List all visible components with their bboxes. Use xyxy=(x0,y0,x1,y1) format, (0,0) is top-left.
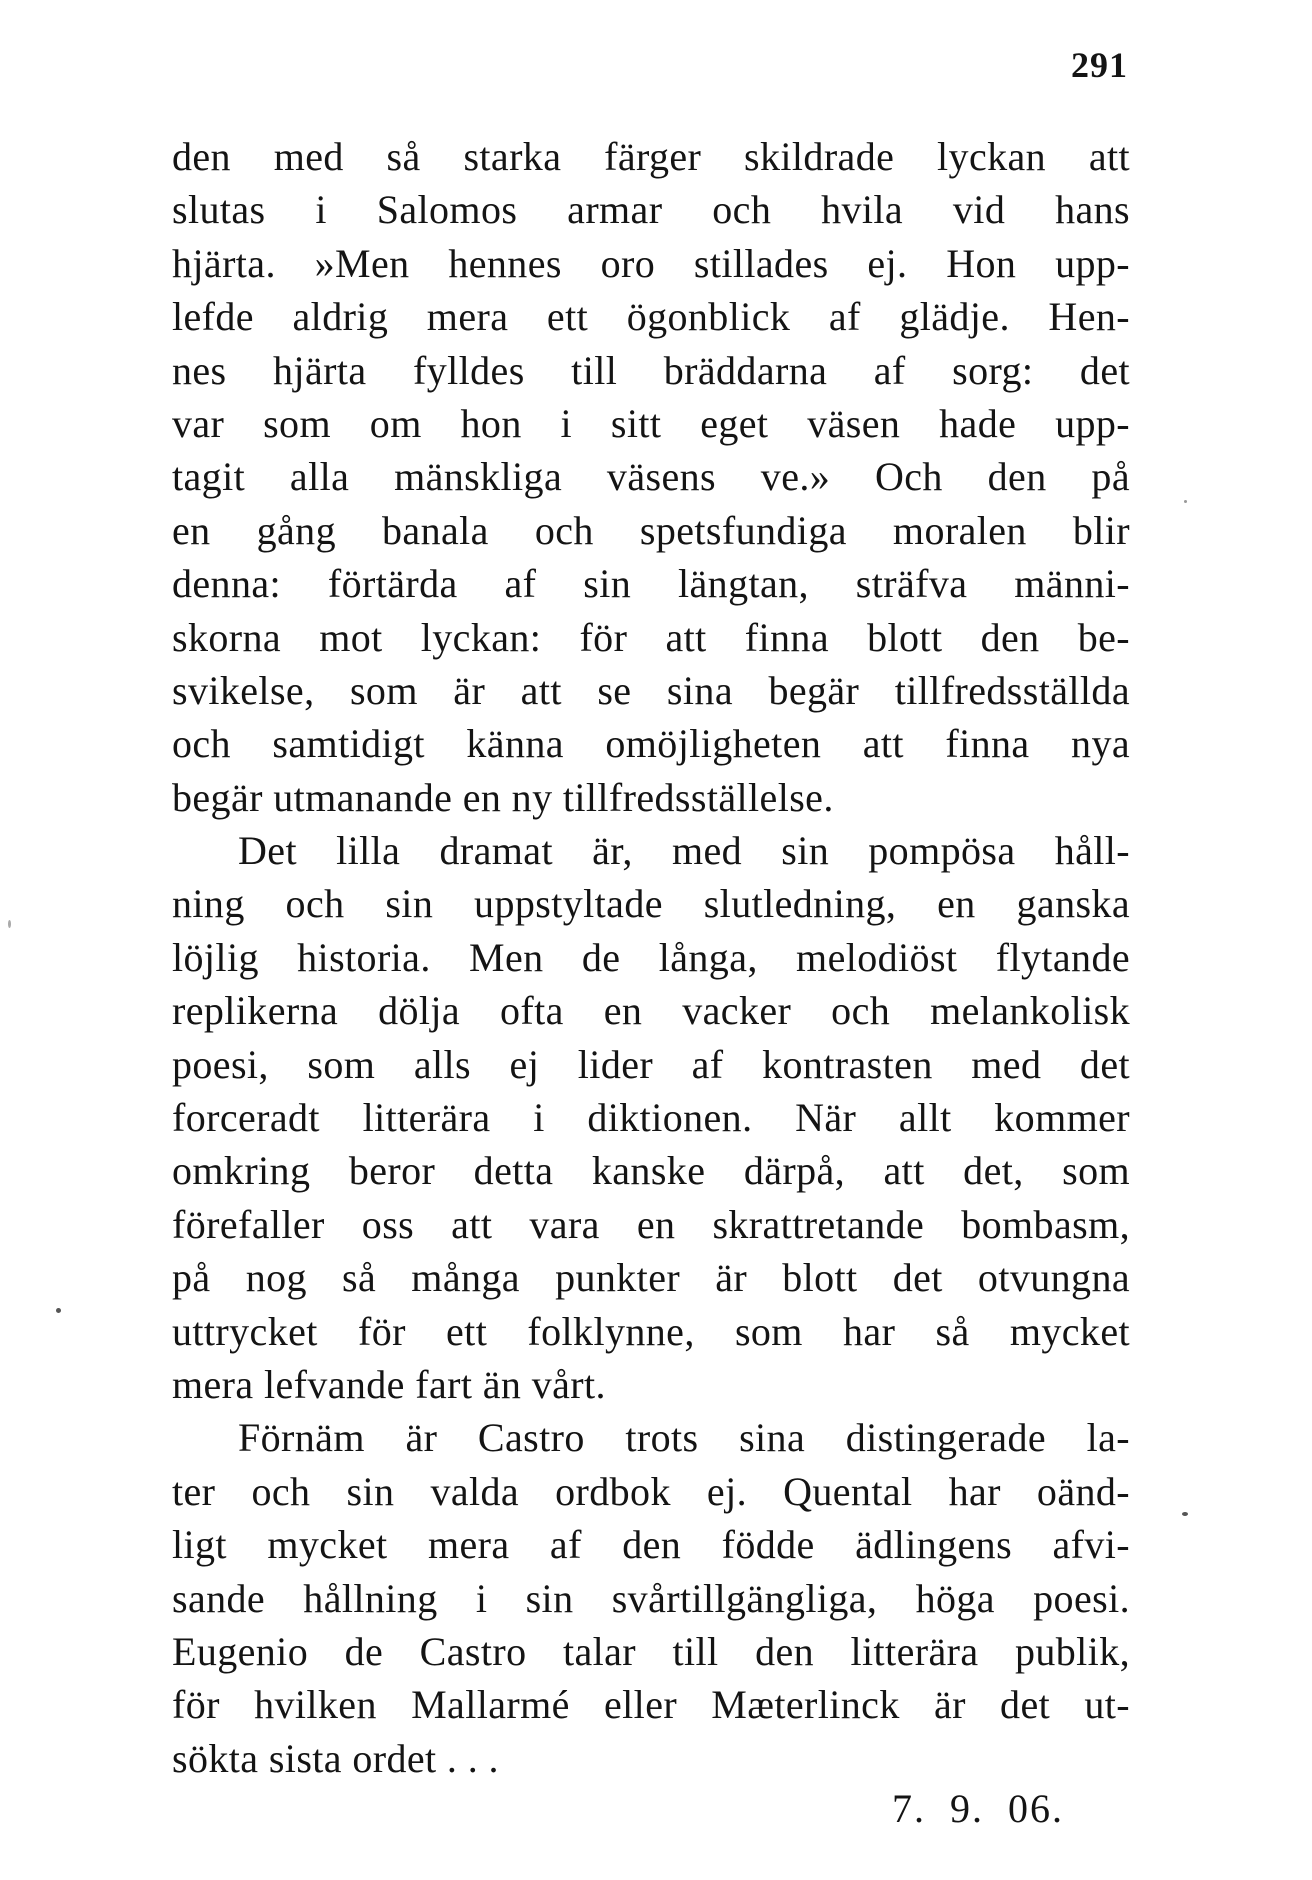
page-number: 291 xyxy=(1071,45,1128,85)
paragraph xyxy=(172,130,1130,824)
text-line: för hvilken Mallarmé eller Mæterlinck är det ut- xyxy=(172,1682,1130,1728)
text-line: slutas i Salomos armar och hvila vid hans xyxy=(172,187,1130,233)
text-line: och samtidigt känna omöjligheten att finna nya xyxy=(172,721,1130,767)
text-line: ligt mycket mera af den födde ädlingens afvi- xyxy=(172,1522,1130,1568)
text-line: tagit alla mänskliga väsens ve.» Och den på xyxy=(172,454,1130,500)
text-line: var som om hon i sitt eget väsen hade upp- xyxy=(172,400,1130,446)
paragraph xyxy=(172,1411,1130,1785)
scan-speck xyxy=(56,1308,61,1313)
text-line: nes hjärta fylldes till bräddarna af sorg: det xyxy=(172,347,1130,393)
text-line: lefde aldrig mera ett ögonblick af glädje. Hen- xyxy=(172,294,1130,340)
text-line: sande hållning i sin svårtillgängliga, höga poesi. xyxy=(172,1575,1130,1621)
text-line: ning och sin uppstyltade slutledning, en ganska xyxy=(172,881,1130,927)
paragraph xyxy=(172,824,1130,1411)
text-line: löjlig historia. Men de långa, melodiöst flytande xyxy=(172,934,1130,980)
text-line: en gång banala och spetsfundiga moralen blir xyxy=(172,507,1130,553)
text-line: Eugenio de Castro talar till den litterära publik, xyxy=(172,1628,1130,1674)
text-line: på nog så många punkter är blott det otvungna xyxy=(172,1255,1130,1301)
text-line: uttrycket för ett folklynne, som har så mycket xyxy=(172,1308,1130,1354)
text-line: svikelse, som är att se sina begär tillfredsställda xyxy=(172,667,1130,713)
text-line: replikerna dölja ofta en vacker och melankolisk xyxy=(172,988,1130,1034)
text-line: begär utmanande en ny tillfredsställelse. xyxy=(172,774,834,820)
text-line: förefaller oss att vara en skrattretande bombasm, xyxy=(172,1201,1130,1247)
text-line: den med så starka färger skildrade lyckan att xyxy=(172,134,1130,179)
scan-speck xyxy=(8,920,11,928)
text-line: sökta sista ordet . . . xyxy=(172,1735,499,1781)
text-line: denna: förtärda af sin längtan, sträfva männi- xyxy=(172,561,1130,607)
body-text xyxy=(172,130,1130,1785)
text-line: ter och sin valda ordbok ej. Quental har oänd- xyxy=(172,1468,1130,1514)
text-line: skorna mot lyckan: för att finna blott den be- xyxy=(172,614,1130,660)
scan-speck xyxy=(1184,500,1187,503)
text-line: Förnäm är Castro trots sina distingerade la- xyxy=(238,1415,1130,1461)
text-line: Det lilla dramat är, med sin pompösa håll- xyxy=(238,828,1130,874)
text-line: forceradt litterära i diktionen. När allt kommer xyxy=(172,1095,1130,1141)
signature-date: 7. 9. 06. xyxy=(892,1786,1064,1831)
text-line: omkring beror detta kanske därpå, att det, som xyxy=(172,1148,1130,1194)
text-line: hjärta. »Men hennes oro stillades ej. Hon upp- xyxy=(172,240,1130,286)
text-line: poesi, som alls ej lider af kontrasten med det xyxy=(172,1041,1130,1087)
text-line: mera lefvande fart än vårt. xyxy=(172,1361,606,1407)
scan-speck xyxy=(1182,1512,1188,1516)
